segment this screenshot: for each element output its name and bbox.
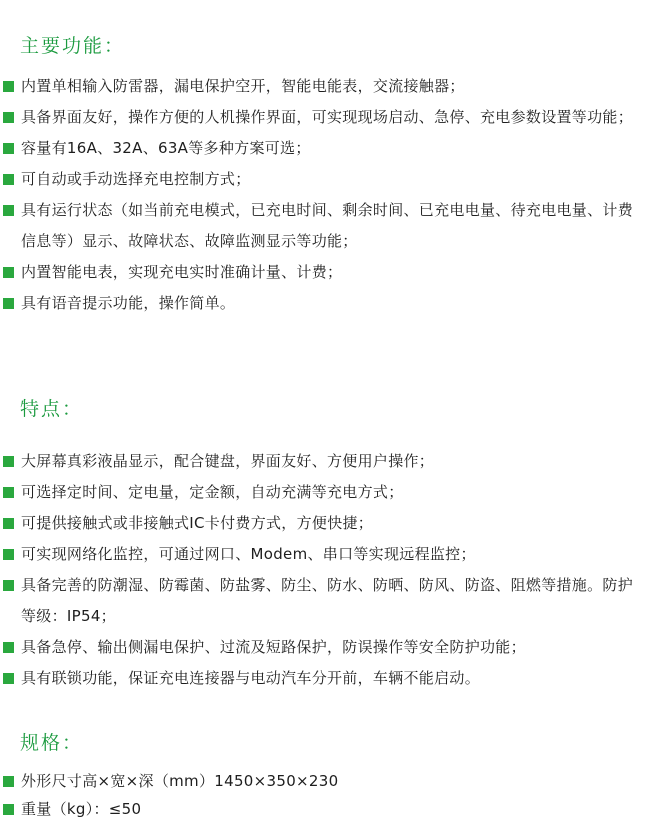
list-item-text: 具备急停、输出侧漏电保护、过流及短路保护，防误操作等安全防护功能； [21, 638, 526, 656]
square-bullet-icon [3, 174, 14, 185]
list-item [0, 133, 650, 164]
square-bullet-icon [3, 580, 14, 591]
list-item [0, 71, 650, 102]
list-item-text: 内置智能电表，实现充电实时准确计量、计费； [21, 263, 343, 281]
list-item-text: 内置单相输入防雷器，漏电保护空开，智能电能表，交流接触器； [21, 77, 465, 95]
square-bullet-icon [3, 143, 14, 154]
square-bullet-icon [3, 487, 14, 498]
list-item-text: 大屏幕真彩液晶显示，配合键盘，界面友好、方便用户操作； [21, 452, 435, 470]
list-item [0, 164, 650, 195]
list-item [0, 102, 650, 133]
square-bullet-icon [3, 81, 14, 92]
list-item [0, 570, 650, 632]
square-bullet-icon [3, 112, 14, 123]
list-item-text: 外形尺寸高×宽×深（mm）1450×350×230 [21, 772, 339, 790]
list-item [0, 288, 650, 319]
square-bullet-icon [3, 549, 14, 560]
list-item-text: 可实现网络化监控，可通过网口、Modem、串口等实现远程监控； [21, 545, 476, 563]
list-item-text: 重量（kg）：≤50 [21, 800, 142, 818]
square-bullet-icon [3, 298, 14, 309]
list-item [0, 446, 650, 477]
square-bullet-icon [3, 267, 14, 278]
square-bullet-icon [3, 673, 14, 684]
list-item-text: 可自动或手动选择充电控制方式； [21, 170, 251, 188]
list-item-text: 可提供接触式或非接触式IC卡付费方式，方便快捷； [21, 514, 374, 532]
list-item [0, 795, 650, 823]
specifications-list [0, 767, 650, 823]
list-item [0, 477, 650, 508]
list-item [0, 539, 650, 570]
list-item-text: 可选择定时间、定电量，定金额，自动充满等充电方式； [21, 483, 404, 501]
list-item-text: 具有语音提示功能，操作简单。 [21, 294, 236, 312]
list-item [0, 257, 650, 288]
list-item [0, 663, 650, 694]
features-heading: 特点： [20, 398, 84, 420]
features-list [0, 446, 650, 694]
square-bullet-icon [3, 518, 14, 529]
list-item-text: 具备完善的防潮湿、防霉菌、防盐雾、防尘、防水、防晒、防风、防盗、阻燃等措施。防护等级：IP54； [21, 576, 634, 625]
list-item-text: 容量有16A、32A、63A等多种方案可选； [21, 139, 311, 157]
list-item-text: 具备界面友好，操作方便的人机操作界面，可实现现场启动、急停、充电参数设置等功能； [21, 108, 634, 126]
list-item-text: 具有联锁功能，保证充电连接器与电动汽车分开前，车辆不能启动。 [21, 669, 481, 687]
square-bullet-icon [3, 642, 14, 653]
list-item [0, 195, 650, 257]
square-bullet-icon [3, 456, 14, 467]
list-item [0, 767, 650, 795]
square-bullet-icon [3, 205, 14, 216]
main-functions-heading: 主要功能： [20, 35, 126, 57]
list-item-text: 具有运行状态（如当前充电模式，已充电时间、剩余时间、已充电电量、待充电电量、计费信息等）显示、故障状态、故障监测显示等功能； [21, 201, 634, 250]
list-item [0, 632, 650, 663]
list-item [0, 508, 650, 539]
square-bullet-icon [3, 776, 14, 787]
specifications-heading: 规格： [20, 732, 84, 754]
main-functions-list [0, 71, 650, 319]
square-bullet-icon [3, 804, 14, 815]
